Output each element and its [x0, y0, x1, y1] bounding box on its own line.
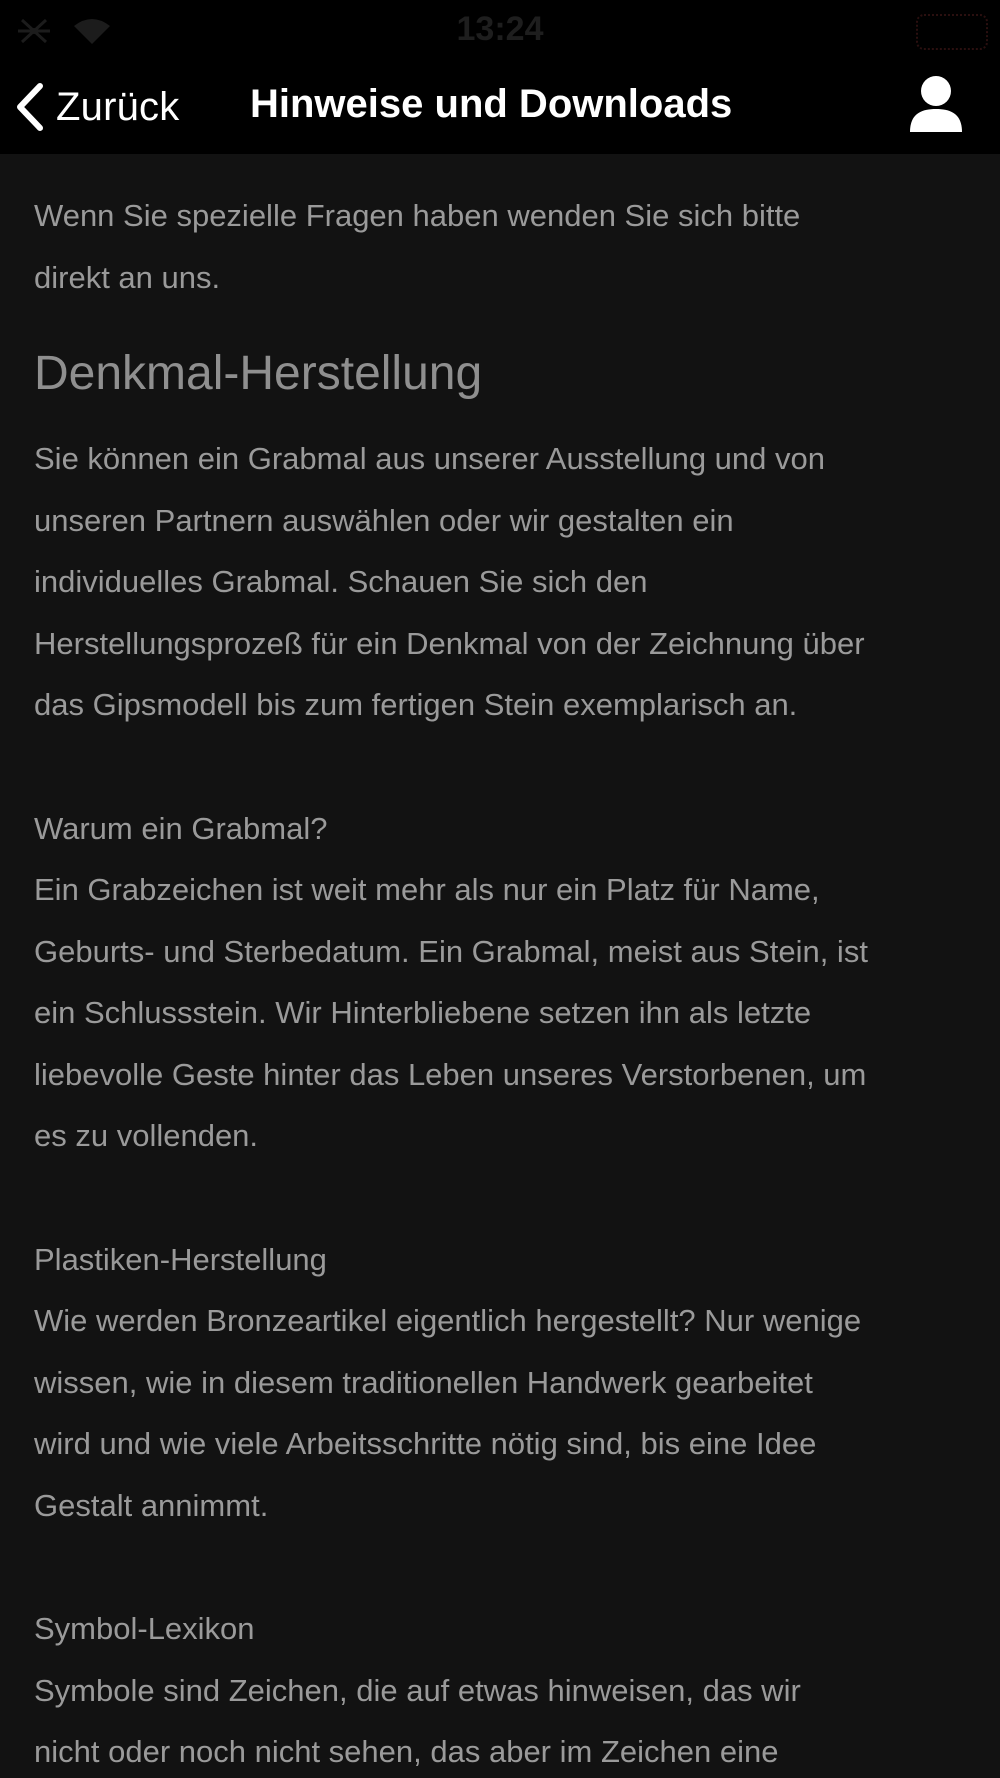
info-block-text: Ein Grabzeichen ist weit mehr als nur ein Platz für Name, Geburts- und Sterbedatum. Ein Grabmal, meist aus Stein, ist ein Schlussstein. Wir Hinterbliebene setzen ihn als letzte liebevolle Geste hinter das Leben unseres Verstorbenen, um es zu vollenden.	[34, 872, 868, 1153]
info-block-text: Wie werden Bronzeartikel eigentlich hergestellt? Nur wenige wissen, wie in diesem traditionellen Handwerk gearbeitet wird und wie viele Arbeitsschritte nötig sind, bis eine Idee Gestalt annimmt.	[34, 1303, 862, 1523]
back-label: Zurück	[56, 84, 180, 129]
status-time: 13:24	[456, 10, 544, 48]
info-block-title: Symbol-Lexikon	[34, 1611, 255, 1646]
info-block-title: Plastiken-Herstellung	[34, 1241, 327, 1277]
status-bar	[0, 0, 1000, 62]
section-heading: Denkmal-Herstellung	[34, 347, 483, 400]
description-text: Sie können ein Grabmal aus unserer Ausstellung und von unseren Partnern auswählen oder wir gestalten ein individuelles Grabmal. Schauen Sie sich den Herstellungsprozeß für ein Denkmal von der Zeichnung über das Gipsmodell bis zum fertigen Stein exemplarisch an.	[34, 441, 865, 722]
info-block-title: Warum ein Grabmal?	[34, 810, 328, 846]
intro-text: Wenn Sie spezielle Fragen haben wenden Sie sich bitte direkt an uns.	[34, 198, 801, 295]
back-button[interactable]	[12, 76, 179, 138]
content-body	[34, 154, 984, 1778]
info-block	[34, 1598, 984, 1778]
user-icon[interactable]	[906, 74, 966, 136]
info-block	[34, 1229, 984, 1537]
navigation-bar	[0, 62, 1000, 154]
page-title: Hinweise und Downloads	[250, 82, 733, 126]
info-block	[34, 798, 984, 1167]
battery-icon	[916, 14, 988, 50]
info-block-text: Symbole sind Zeichen, die auf etwas hinweisen, das wir nicht oder noch nicht sehen, das aber im Zeichen eine	[34, 1672, 801, 1769]
content-area[interactable]	[0, 154, 1000, 1778]
chevron-left-icon	[12, 80, 46, 134]
